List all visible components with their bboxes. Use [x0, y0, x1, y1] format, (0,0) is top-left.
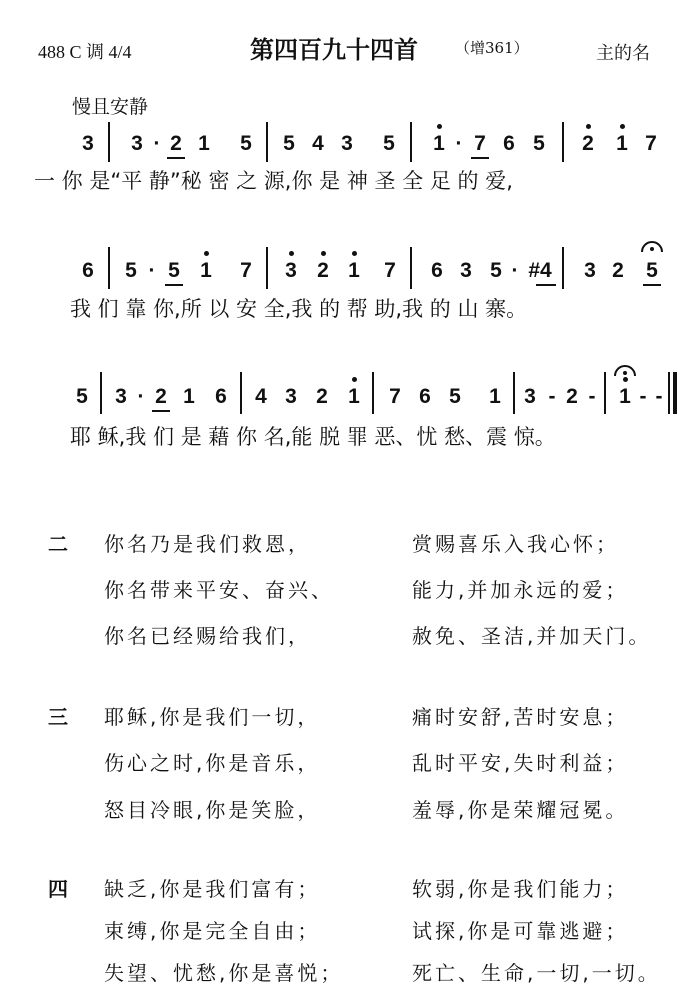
barline — [513, 372, 515, 414]
note: 6 — [419, 385, 431, 408]
note: 5 — [125, 259, 137, 282]
note: 6 — [431, 259, 443, 282]
note: 4 — [255, 385, 267, 408]
note: 2 — [612, 259, 624, 282]
hymn-title: 第四百九十四首 — [250, 36, 418, 64]
lyrics-line: 我 们 靠 你,所 以 安 全,我 的 帮 助,我 的 山 寨。 — [70, 297, 528, 321]
hymn-supplement-number: （增361） — [455, 39, 529, 57]
lyrics-line: 耶 稣,我 们 是 藉 你 名,能 脱 罪 恶、忧 愁、震 惊。 — [70, 425, 556, 449]
note: 1 — [348, 385, 360, 408]
note: 2 — [582, 132, 594, 155]
note: 3 — [460, 259, 472, 282]
note: 3 — [341, 132, 353, 155]
note: 2 — [566, 385, 578, 408]
note-dot: · — [148, 259, 156, 282]
verse-line-second-half: 赦免、圣洁,并加天门。 — [412, 624, 652, 648]
note: 5 — [490, 259, 502, 282]
note: 4 — [312, 132, 324, 155]
note: 1 — [183, 385, 195, 408]
note-dot: · — [455, 132, 463, 155]
eighth-underline — [152, 410, 170, 412]
tempo-marking: 慢且安静 — [72, 96, 149, 118]
note-dot: · — [137, 385, 145, 408]
verse-line-first-half: 耶稣,你是我们一切， — [104, 705, 321, 729]
verse-line-second-half: 痛时安舒,苦时安息； — [412, 705, 629, 729]
note: 3 — [524, 385, 536, 408]
note-sharp: #4 — [528, 259, 552, 282]
note-dash: - — [639, 385, 647, 408]
note: 6 — [82, 259, 94, 282]
verse-line-second-half: 软弱,你是我们能力； — [412, 877, 629, 901]
octave-dot-high — [352, 377, 357, 382]
note: 6 — [215, 385, 227, 408]
verse-line-first-half: 你名乃是我们救恩， — [104, 532, 311, 556]
note: 2 — [317, 259, 329, 282]
barline — [108, 247, 110, 289]
verse-line-second-half: 试探,你是可靠逃避； — [412, 919, 629, 943]
note: 7 — [240, 259, 252, 282]
verse-line-second-half: 羞辱,你是荣耀冠冕。 — [412, 798, 629, 822]
verse-line-first-half: 你名已经赐给我们， — [104, 624, 311, 648]
note: 5 — [283, 132, 295, 155]
verse-line-second-half: 乱时平安,失时利益； — [412, 751, 629, 775]
note: 3 — [285, 259, 297, 282]
octave-dot-high — [586, 124, 591, 129]
octave-dot-high — [289, 251, 294, 256]
note: 5 — [240, 132, 252, 155]
verse-line-first-half: 你名带来平安、奋兴、 — [104, 578, 334, 602]
barline — [410, 122, 412, 162]
octave-dot-high — [204, 251, 209, 256]
note: 2 — [155, 385, 167, 408]
verse-line-first-half: 束缚,你是完全自由； — [104, 919, 321, 943]
barline — [604, 372, 606, 414]
note-dot: · — [511, 259, 519, 282]
octave-dot-high — [620, 124, 625, 129]
note: 2 — [316, 385, 328, 408]
note-dash: - — [588, 385, 596, 408]
note: 3 — [131, 132, 143, 155]
barline — [108, 122, 110, 162]
eighth-underline — [471, 157, 489, 159]
note: 1 — [489, 385, 501, 408]
note: 5 — [533, 132, 545, 155]
note: 5 — [383, 132, 395, 155]
note: 1 — [433, 132, 445, 155]
barline — [266, 247, 268, 289]
verse-number: 二 — [48, 532, 68, 556]
note: 7 — [389, 385, 401, 408]
note: 5 — [168, 259, 180, 282]
note: 3 — [584, 259, 596, 282]
fermata-icon — [613, 364, 637, 378]
note: 3 — [82, 132, 94, 155]
barline — [562, 247, 564, 289]
note: 5 — [449, 385, 461, 408]
note: 7 — [645, 132, 657, 155]
note: 1 — [200, 259, 212, 282]
hymn-theme: 主的名 — [596, 43, 650, 64]
note-dash: - — [548, 385, 556, 408]
note-dot: · — [153, 132, 161, 155]
note: 3 — [285, 385, 297, 408]
verse-line-second-half: 死亡、生命,一切,一切。 — [412, 961, 661, 985]
lyrics-line: 一 你 是“平 静”秘 密 之 源,你 是 神 圣 全 足 的 爱, — [34, 169, 513, 193]
note: 1 — [616, 132, 628, 155]
note: 1 — [619, 385, 631, 408]
verse-line-first-half: 怒目冷眼,你是笑脸， — [104, 798, 321, 822]
note: 1 — [198, 132, 210, 155]
eighth-underline — [643, 284, 661, 286]
fermata-icon — [640, 238, 664, 254]
note: 3 — [115, 385, 127, 408]
note: 7 — [384, 259, 396, 282]
verse-line-second-half: 能力,并加永远的爱； — [412, 578, 629, 602]
verse-number: 四 — [48, 877, 68, 901]
barline — [562, 122, 564, 162]
octave-dot-high — [352, 251, 357, 256]
barline-final-thick — [673, 372, 677, 414]
note: 5 — [646, 259, 658, 282]
octave-dot-high — [321, 251, 326, 256]
note: 1 — [348, 259, 360, 282]
verse-line-first-half: 失望、忧愁,你是喜悦； — [104, 961, 344, 985]
note-dash: - — [655, 385, 663, 408]
verse-line-second-half: 赏赐喜乐入我心怀； — [412, 532, 619, 556]
barline — [410, 247, 412, 289]
verse-line-first-half: 伤心之时,你是音乐， — [104, 751, 321, 775]
eighth-underline — [536, 284, 556, 286]
octave-dot-high — [437, 124, 442, 129]
barline — [266, 122, 268, 162]
barline — [100, 372, 102, 414]
verse-number: 三 — [48, 705, 68, 729]
note: 2 — [170, 132, 182, 155]
note: 6 — [503, 132, 515, 155]
hymn-key-time: 488 C 调 4/4 — [38, 42, 132, 62]
barline — [372, 372, 374, 414]
verse-line-first-half: 缺乏,你是我们富有； — [104, 877, 321, 901]
note: 5 — [76, 385, 88, 408]
eighth-underline — [165, 284, 183, 286]
barline-final-thin — [668, 372, 670, 414]
barline — [240, 372, 242, 414]
eighth-underline — [167, 157, 185, 159]
note: 7 — [474, 132, 486, 155]
